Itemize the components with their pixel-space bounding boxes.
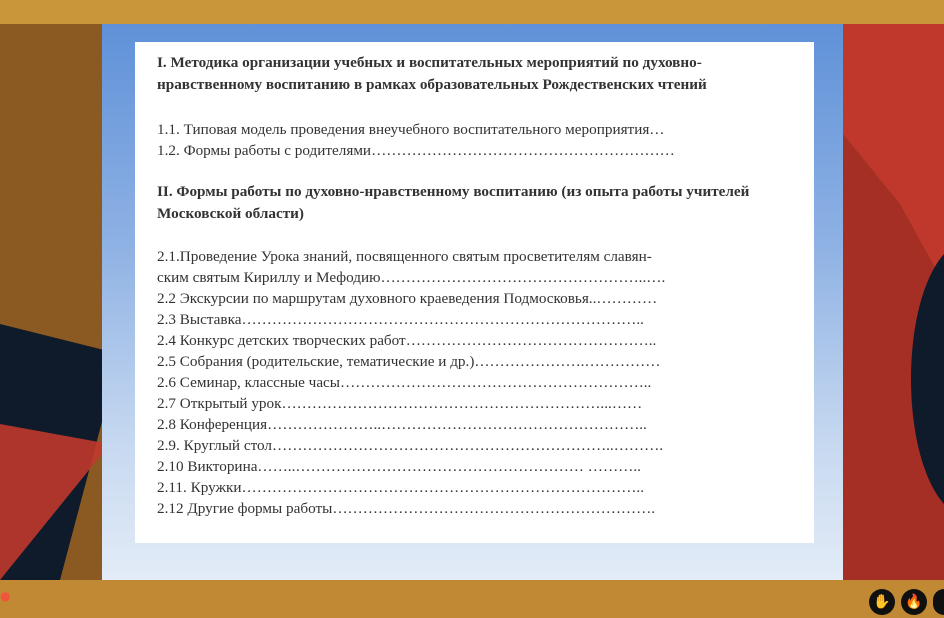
bottom-toolbar <box>0 580 944 618</box>
toc-item: 2.2 Экскурсии по маршрутам духовного краеведения Подмосковья..………… <box>157 290 658 307</box>
toc-item: 2.3 Выставка…………………………………………………………………….. <box>157 311 644 328</box>
toc-item: 1.1. Типовая модель проведения внеучебного воспитательного мероприятия… <box>157 121 665 138</box>
app-logo-icon: ● <box>0 589 11 603</box>
toc-item: 2.10 Викторина……..………………………………………………… ……….. <box>157 458 641 475</box>
toc-item: 2.4 Конкурс детских творческих работ………………………………………….. <box>157 332 657 349</box>
toc-item: 2.12 Другие формы работы………………………………………………………. <box>157 500 656 517</box>
section2-heading: II. Формы работы по духовно-нравственному воспитанию (из опыта работы учителей Московской области) <box>157 183 750 222</box>
screen-icon[interactable] <box>933 589 944 615</box>
toc-item: 2.8 Конференция…………………..…………………………………………….. <box>157 416 647 433</box>
section1-heading: I. Методика организации учебных и воспитательных мероприятий по духовно-нравственному воспитанию в рамках образовательных Рождественских чтений <box>157 54 707 93</box>
document-content <box>157 52 757 519</box>
top-band <box>0 0 944 24</box>
raise-hand-icon[interactable]: ✋ <box>869 589 895 615</box>
toc-item: 2.1.Проведение Урока знаний, посвященного святым просветителям славян- <box>157 248 652 265</box>
toc-item: 2.9. Круглый стол…………………………………………………………..………. <box>157 437 664 454</box>
toc-item: 2.7 Открытый урок………………………………………………………...…… <box>157 395 643 412</box>
toc-item: ским святым Кириллу и Мефодию……………………………………………..…. <box>157 269 666 286</box>
toc-item: 2.11. Кружки…………………………………………………………………….. <box>157 479 644 496</box>
toc-item: 2.5 Собрания (родительские, тематические и др.)………………….…………… <box>157 353 661 370</box>
toc-item: 1.2. Формы работы с родителями…………………………………………………… <box>157 142 675 159</box>
toc-item: 2.6 Семинар, классные часы…………………………………………………….. <box>157 374 652 391</box>
reaction-icon[interactable]: 🔥 <box>901 589 927 615</box>
